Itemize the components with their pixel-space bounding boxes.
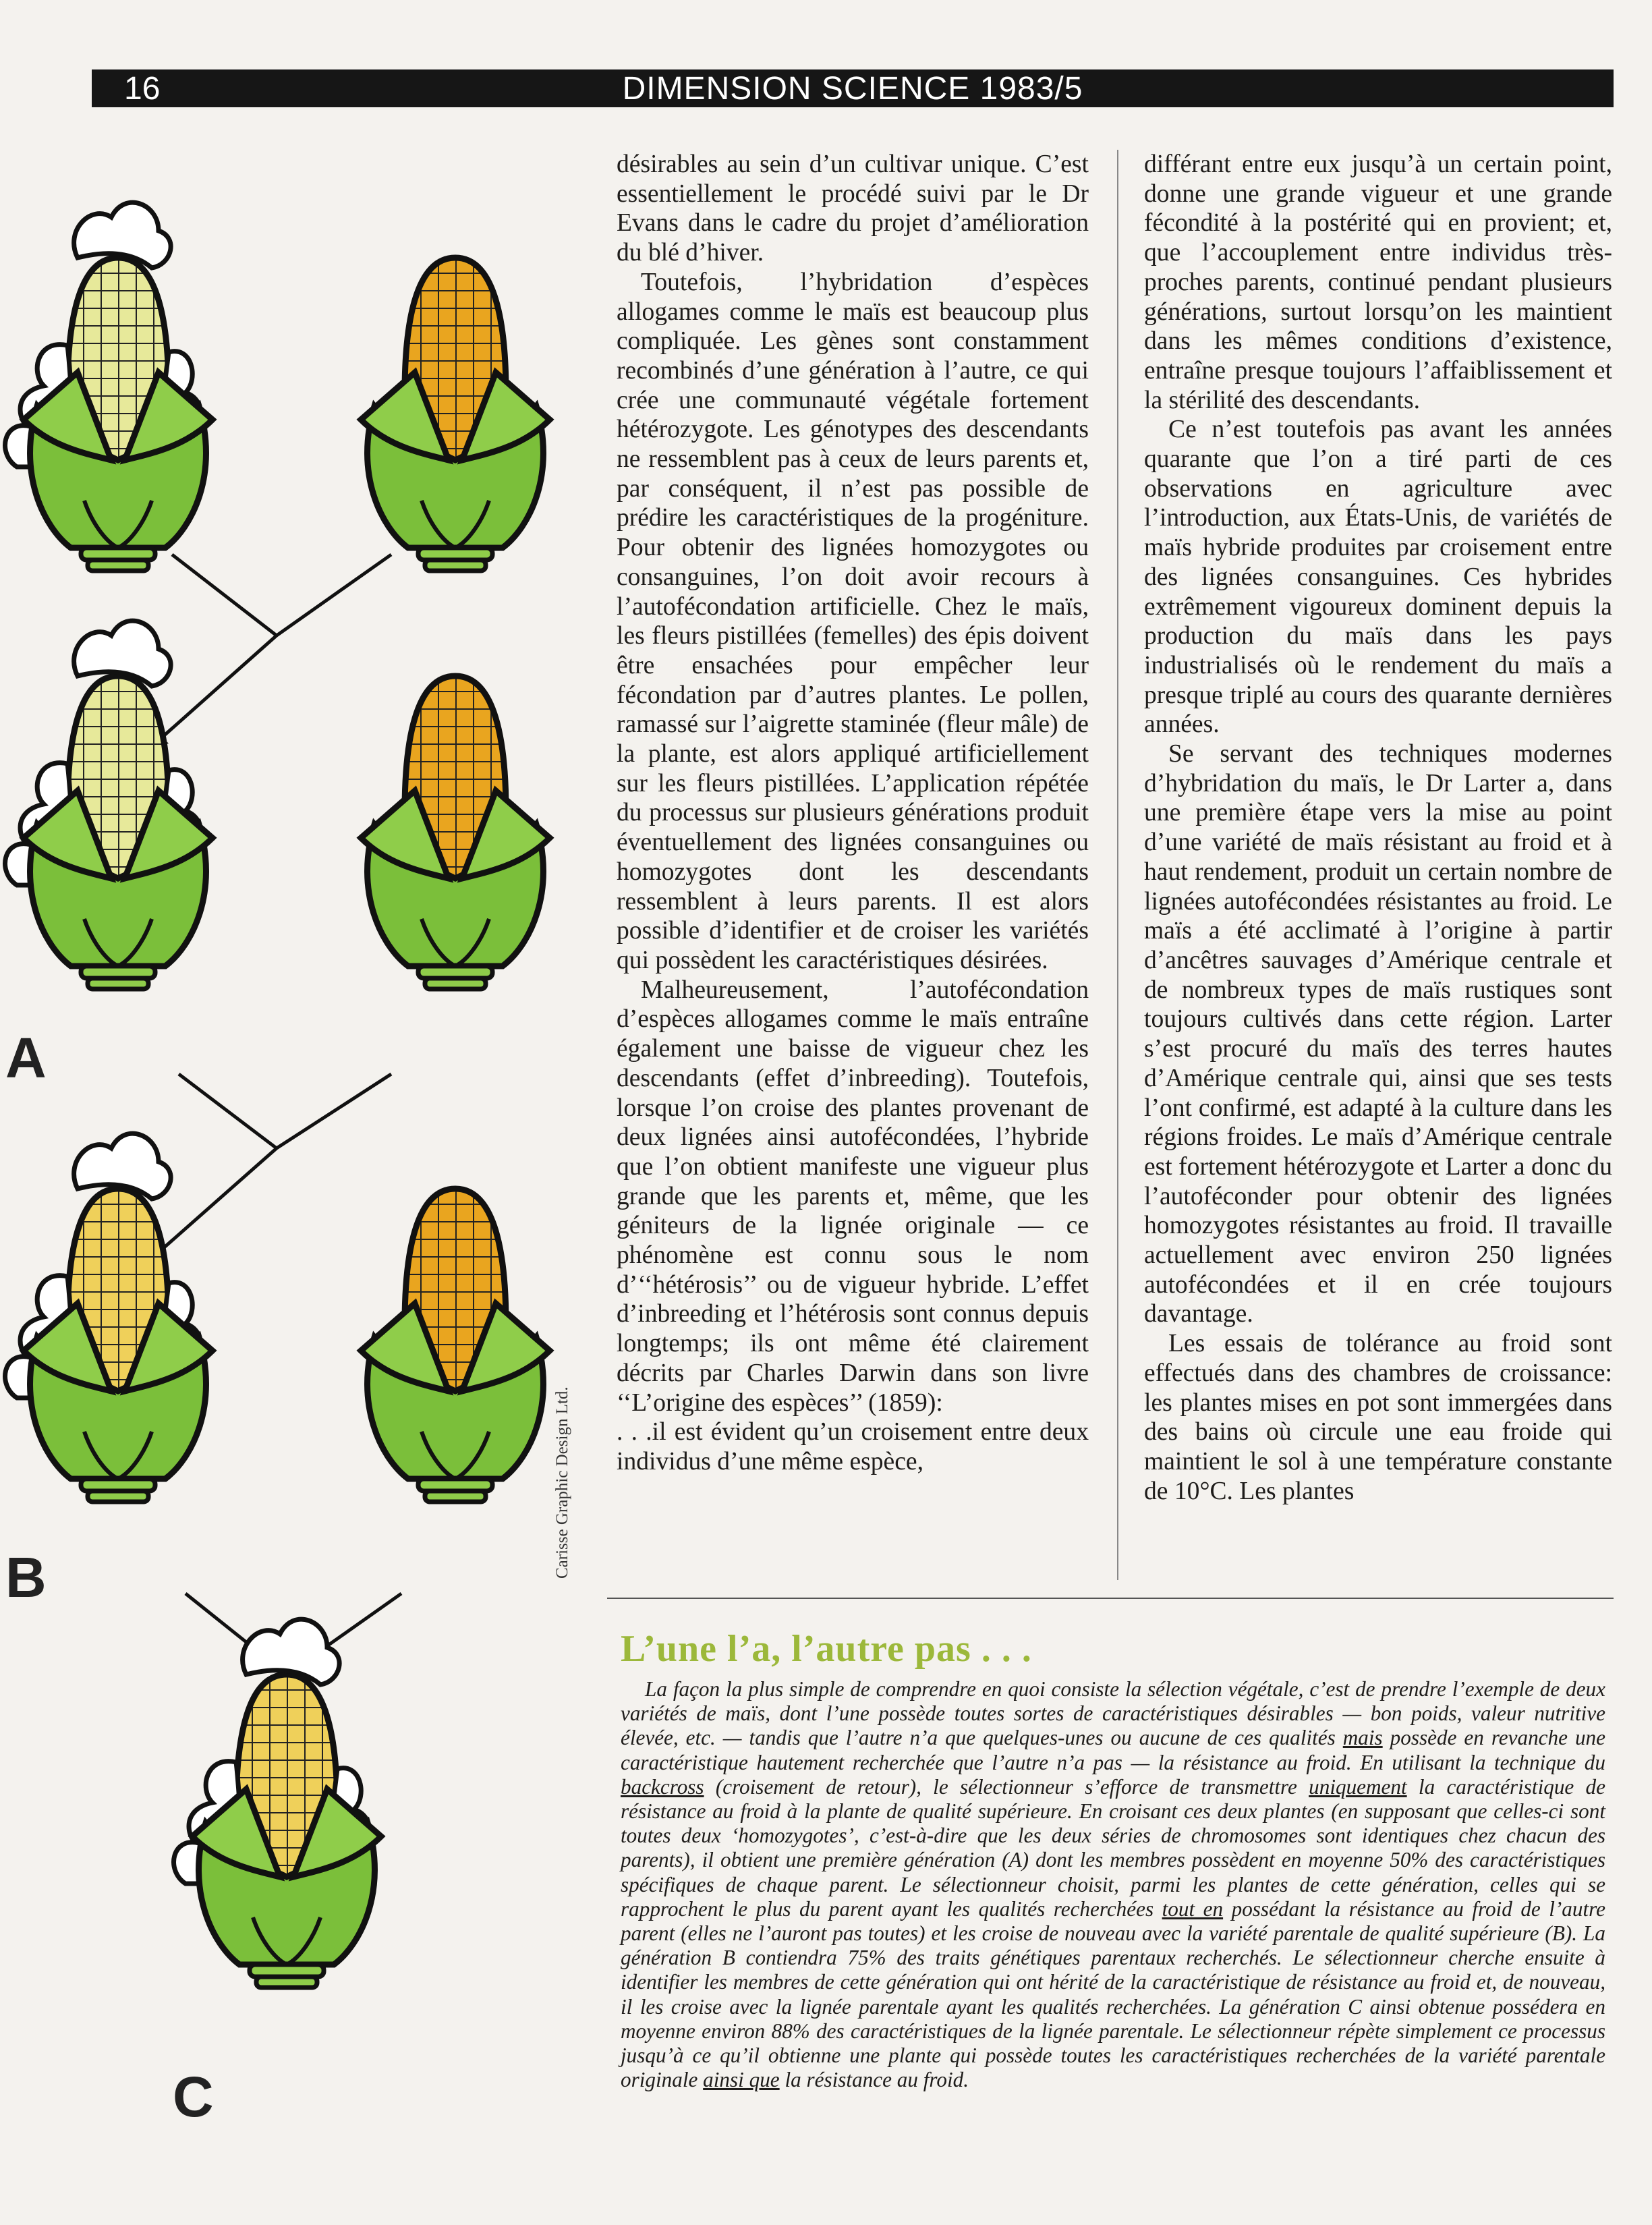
quotation: . . .il est évident qu’un croisement entre deux individus d’une même espèce, bbox=[617, 1418, 1089, 1475]
paragraph: Toutefois, l’hybridation d’espèces allogames comme le maïs est beaucoup plus compliquée. Les gènes sont constamment recombinés d’une génération à l’autre, ce qui crée une communauté végétale fortement hétérozygote. Les génotypes des descendants ne ressemblent pas à ceux de leurs parents et, par conséquent, il n’est pas possible de prédire les caractéristiques de la progéniture. Pour obtenir des lignées homozygotes ou consanguines, l’on doit avoir recours à l’autofécondation artificielle. Chez le maïs, les fleurs pistillées (femelles) des épis doivent être ensachées pour empêcher leur fécondation par d’autres plantes. Le pollen, ramassé sur l’aigrette staminée (fleur mâle) de la plante, est alors appliqué artificiellement sur les fleurs pistillées. L’application répétée du processus sur plusieurs générations produit éventuellement des lignées consanguines ou homozygotes dont les descendants ressemblent à leurs parents. Il est alors possible d’identifier et de croiser les variétés qui possèdent les caractéristiques désirées. bbox=[617, 268, 1089, 974]
corn-generation-b bbox=[5, 1133, 212, 1502]
article-column-2 bbox=[1144, 150, 1612, 1506]
paragraph: désirables au sein d’un cultivar unique. C’est essentiellement le procédé suivi par le Dr Evans dans le cadre du projet d’amélioration du blé d’hiver. bbox=[617, 150, 1089, 267]
paragraph: Se servant des techniques modernes d’hybridation du maïs, le Dr Larter a, dans une première étape vers la mise au point d’une variété de maïs résistant au froid et à haut rendement, produit un certain nombre de lignées autofécondées résistantes au froid. Le maïs a été acclimaté à l’origine à partir d’ancêtres sauvages d’Amérique centrale et de nombreux types de maïs rustiques sont toujours cultivés dans cette région. Larter s’est procuré du maïs des terres hautes d’Amérique centrale qui, ainsi que ses tests l’ont confirmé, est adapté à la culture dans les régions froides. Le maïs d’Amérique centrale est fortement hétérozygote et Larter a donc du l’autoféconder pour obtenir des lignées homozygotes résistantes au froid. Il travaille actuellement avec environ 250 lignées autofécondées et il en crée toujours davantage. bbox=[1144, 740, 1612, 1328]
quotation-continued: différant entre eux jusqu’à un certain point, donne une grande vigueur et une grande fécondité à la postérité qui en provient; et, que l’accouplement entre individus très-proches parents, continué pendant plusieurs générations, surtout lorsqu’on les maintient dans les mêmes conditions d’existence, entraîne presque toujours l’affaiblissement et la stérilité des descendants. bbox=[1144, 150, 1612, 414]
sidebar-title: L’une l’a, l’autre pas . . . bbox=[621, 1628, 1032, 1670]
column-divider bbox=[1117, 150, 1118, 1580]
corn-generation-a bbox=[5, 621, 212, 989]
figure-label-a: A bbox=[5, 1026, 47, 1090]
figure-label-c: C bbox=[173, 2065, 214, 2129]
paragraph: Malheureusement, l’autofécondation d’espèces allogames comme le maïs entraîne également une baisse de vigueur chez les descendants (effet d’inbreeding). Toutefois, lorsque l’on croise des plantes provenant de deux lignées ainsi autofécondées, l’hybride que l’on obtient manifeste une vigueur plus grande que les parents et, même, que les géniteurs de la lignée originale — ce phénomène est connu sous le nom d’‘‘hétérosis’’ ou de vigueur hybride. L’effet d’inbreeding et l’hétérosis sont connus depuis longtemps; ils ont même été clairement décrits par Charles Darwin dans son livre ‘‘L’origine des espèces’’ (1859): bbox=[617, 976, 1089, 1417]
header-bar bbox=[92, 69, 1614, 107]
journal-title: DIMENSION SCIENCE 1983/5 bbox=[622, 71, 1083, 107]
underlined-word: tout en bbox=[1162, 1896, 1224, 1921]
sidebar-text: La façon la plus simple de comprendre en quoi consiste la sélection végétale, c’est de prendre l’exemple de deux variétés de maïs, dont l’une possède toutes sortes de caractéristiques désirables — bon poids, valeur nutritive élevée, etc. — tandis que l’autre n’a que quelques-unes ou aucune de ces qualités mais possède en revanche une caractéristique hautement recherchée que l’autre n’a pas — la résistance au froid. En utilisant la technique du backcross (croisement de retour), le sélectionneur s’efforce de transmettre uniquement la caractéristique de résistance au froid à la plante de qualité supérieure. En croisant ces deux plantes (en supposant que celles-ci sont toutes deux ‘homozygotes’, c’est-à-dire que les deux séries de chromosomes sont identiques chez chacun des parents), il obtient une première génération (A) dont les membres possèdent en moyenne 50% des caractéristiques spécifiques de chaque parent. Le sélectionneur choisit, parmi les plantes de cette génération, celles qui se rapprochent le plus du parent ayant les qualités recherchées tout en possédant la résistance au froid de l’autre parent (elles ne l’auront pas toutes) et les croise de nouveau avec la variété parentale de qualité supérieure (B). La génération B contiendra 75% des traits génétiques parentaux recherchés. Le sélectionneur cherche ensuite à identifier les membres de cette génération qui ont hérité de la caractéristique de résistance au froid et, de nouveau, il les croise avec la lignée parentale ayant les qualités recherchées. La génération C ainsi obtenue possédera en moyenne environ 88% des caractéristiques de la lignée parentale. Le sélectionneur répète simplement ce processus jusqu’à ce qu’il obtienne une plante qui possède toutes les caractéristiques recherchées de la variété parentale originale ainsi que la résistance au froid. bbox=[621, 1677, 1605, 2092]
paragraph: Ce n’est toutefois pas avant les années quarante que l’on a tiré parti de ces observations en agriculture avec l’introduction, aux États-Unis, de variétés de maïs hybride produites par croisement entre des lignées consanguines. Ces hybrides extrêmement vigoureux dominent depuis la production du maïs dans les pays industrialisés où le rendement du maïs a presque triplé au cours des quarante dernières années. bbox=[1144, 416, 1612, 739]
sidebar-divider bbox=[607, 1598, 1614, 1599]
article-column-1 bbox=[617, 150, 1089, 1477]
underlined-word: uniquement bbox=[1309, 1774, 1407, 1799]
corn-parent-superior-2 bbox=[361, 676, 550, 989]
corn-generation-c bbox=[174, 1619, 381, 1988]
underlined-word: ainsi que bbox=[703, 2068, 780, 2092]
corn-parent-resistant bbox=[5, 202, 212, 571]
underlined-word: backcross bbox=[621, 1774, 704, 1799]
underlined-word: mais bbox=[1342, 1726, 1383, 1750]
corn-parent-superior-3 bbox=[361, 1189, 550, 1502]
page-number: 16 bbox=[124, 71, 161, 107]
paragraph: Les essais de tolérance au froid sont effectués dans des chambres de croissance: les plantes mises en pot sont immergées dans des bains où circule une eau froide qui maintient le sol à une température constante de 10°C. Les plantes bbox=[1144, 1330, 1612, 1505]
corn-parent-superior bbox=[361, 258, 550, 571]
corn-breeding-figure bbox=[0, 150, 580, 2174]
figure-label-b: B bbox=[5, 1546, 47, 1609]
